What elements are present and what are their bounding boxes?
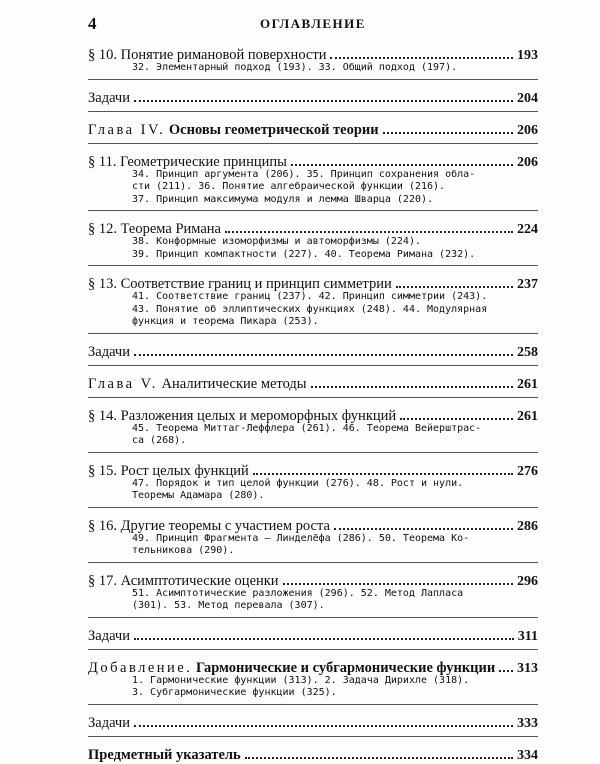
table-of-contents <box>88 40 538 764</box>
toc-entry-chapter-4[interactable] <box>88 115 538 139</box>
subsection-line: 34. Принцип аргумента (206). 35. Принцип сохранения обла- <box>132 168 476 180</box>
divider <box>88 143 538 144</box>
subsection-line: 39. Принцип компактности (227). 40. Теорема Римана (232). <box>132 248 476 260</box>
toc-entry-subject-index[interactable] <box>88 740 538 764</box>
toc-entry-appendix[interactable] <box>88 653 538 677</box>
toc-entry-problems[interactable] <box>88 708 538 732</box>
subsection-line: функция и теорема Пикара (253). <box>132 316 319 327</box>
toc-page-number: 261 <box>517 376 538 392</box>
divider <box>88 617 538 618</box>
toc-entry-label: Задачи <box>88 627 130 644</box>
toc-entry-chapter-5[interactable] <box>88 369 538 393</box>
toc-entry-section-12[interactable] <box>88 214 538 238</box>
toc-entry-section-15[interactable] <box>88 456 538 480</box>
toc-subsections <box>88 588 538 613</box>
toc-entry-section-10[interactable] <box>88 40 538 64</box>
toc-page-number: 237 <box>517 277 538 292</box>
toc-subsections <box>88 533 538 558</box>
toc-entry-label: § 14. Разложения целых и мероморфных функций <box>88 407 397 424</box>
toc-page-number: 258 <box>517 344 538 360</box>
toc-entry-label <box>88 376 311 393</box>
toc-subsections <box>88 423 538 448</box>
toc-page-number: 311 <box>517 628 538 644</box>
toc-entry-label: § 10. Понятие римановой поверхности <box>88 47 327 63</box>
toc-entry-section-17[interactable] <box>88 566 538 590</box>
toc-subsections <box>88 291 538 329</box>
subsection-line: Теоремы Адамара (280). <box>132 490 265 501</box>
divider <box>88 111 538 112</box>
subsection-line: сти (211). 36. Понятие алгебраической функции (216). <box>132 181 446 192</box>
dot-leader <box>334 528 513 530</box>
toc-entry-section-11[interactable] <box>88 147 538 171</box>
toc-entry-section-14[interactable] <box>88 401 538 425</box>
chapter-title: Аналитические методы <box>161 375 307 392</box>
subsection-line: 45. Теорема Миттаг-Леффлера (261). 46. Теорема Вейерштрас- <box>132 422 482 434</box>
divider <box>88 704 538 705</box>
subsection-line: са (268). <box>132 435 187 446</box>
dot-leader <box>225 231 513 233</box>
toc-entry-problems[interactable] <box>88 621 538 645</box>
toc-page-number: 206 <box>517 122 538 138</box>
subsection-line: тельникова (290). <box>132 545 235 556</box>
toc-entry-section-13[interactable] <box>88 269 538 293</box>
chapter-title: Основы геометрической теории <box>168 121 379 138</box>
toc-entry-label: Задачи <box>88 714 130 731</box>
toc-entry-label: § 12. Теорема Римана <box>88 221 221 237</box>
toc-subsections <box>88 675 538 700</box>
subsection-line: (301). 53. Метод перевала (307). <box>132 600 325 611</box>
divider <box>88 79 538 80</box>
chapter-prefix: Глава V. <box>88 375 158 392</box>
subsection-line: 38. Конформные изоморфизмы и автоморфизмы (224). <box>132 236 421 247</box>
toc-entry-label: § 15. Рост целых функций <box>88 462 249 479</box>
toc-entry-label: Задачи <box>88 343 130 360</box>
chapter-title: Гармонические и субгармонические функции <box>196 659 496 676</box>
toc-page-number: 261 <box>517 408 538 424</box>
subsection-line: 32. Элементарный подход (193). 33. Общий подход (197). <box>132 62 458 73</box>
chapter-prefix: Глава IV. <box>88 121 166 138</box>
toc-entry-label: § 17. Асимптотические оценки <box>88 572 279 589</box>
toc-page-number: 224 <box>517 222 538 237</box>
divider <box>88 265 538 266</box>
subsection-line: 3. Субгармонические функции (325). <box>132 687 337 698</box>
divider <box>88 365 538 366</box>
page-title: ОГЛАВЛЕНИЕ <box>260 16 366 31</box>
dot-leader <box>400 418 513 420</box>
dot-leader <box>245 757 513 759</box>
subsection-line: 1. Гармонические функции (313). 2. Задача Дирихле (318). <box>132 674 470 686</box>
dot-leader <box>383 132 513 134</box>
subsection-line: 47. Порядок и тип целой функции (276). 48. Рост и нули. <box>132 477 464 489</box>
dot-leader <box>311 386 513 388</box>
toc-page-number: 313 <box>517 660 538 676</box>
toc-entry-problems[interactable] <box>88 83 538 107</box>
toc-entry-label: Задачи <box>88 89 130 106</box>
dot-leader <box>396 286 513 288</box>
subsection-line: 37. Принцип максимума модуля и лемма Шварца (220). <box>132 193 434 205</box>
toc-entry-label: § 13. Соответствие границ и принцип симметрии <box>88 276 392 292</box>
toc-page-number: 286 <box>517 518 538 534</box>
toc-page-number: 204 <box>517 90 538 106</box>
dot-leader <box>291 164 513 166</box>
divider <box>88 649 538 650</box>
subsection-line: 49. Принцип Фрагмента — Линделёфа (286). 50. Теорема Ко- <box>132 532 470 544</box>
toc-entry-label: § 16. Другие теоремы с участием роста <box>88 517 330 534</box>
dot-leader <box>134 725 513 727</box>
page-number: 4 <box>88 14 97 33</box>
page-header <box>88 14 538 34</box>
toc-entry-label: Предметный указатель <box>88 746 241 763</box>
toc-page-number: 206 <box>517 154 538 170</box>
dot-leader <box>134 638 514 640</box>
subsection-line: 43. Понятие об эллиптических функциях (248). 44. Модулярная <box>132 303 488 315</box>
toc-entry-label <box>88 660 499 677</box>
toc-entry-section-16[interactable] <box>88 511 538 535</box>
chapter-prefix: Добавление. <box>88 659 193 676</box>
divider <box>88 562 538 563</box>
subsection-line: 51. Асимптотические разложения (296). 52. Метод Лапласа <box>132 587 464 599</box>
toc-entry-label <box>88 122 383 139</box>
dot-leader <box>283 583 513 585</box>
divider <box>88 210 538 211</box>
toc-subsections <box>88 478 538 503</box>
toc-page-number: 193 <box>517 48 538 63</box>
toc-subsections <box>88 169 538 207</box>
toc-subsections <box>88 236 538 261</box>
toc-entry-problems[interactable] <box>88 337 538 361</box>
divider <box>88 333 538 334</box>
divider <box>88 452 538 453</box>
toc-page-number: 296 <box>517 573 538 589</box>
toc-page-number: 276 <box>517 463 538 479</box>
dot-leader <box>499 670 513 672</box>
dot-leader <box>134 354 513 356</box>
dot-leader <box>134 100 513 102</box>
subsection-line: 41. Соответствие границ (237). 42. Принцип симметрии (243). <box>132 291 488 302</box>
dot-leader <box>330 57 513 59</box>
divider <box>88 507 538 508</box>
toc-page-number: 333 <box>517 715 538 731</box>
dot-leader <box>253 473 513 475</box>
toc-entry-label: § 11. Геометрические принципы <box>88 153 287 170</box>
divider <box>88 736 538 737</box>
divider <box>88 397 538 398</box>
toc-page-number: 334 <box>517 747 538 763</box>
